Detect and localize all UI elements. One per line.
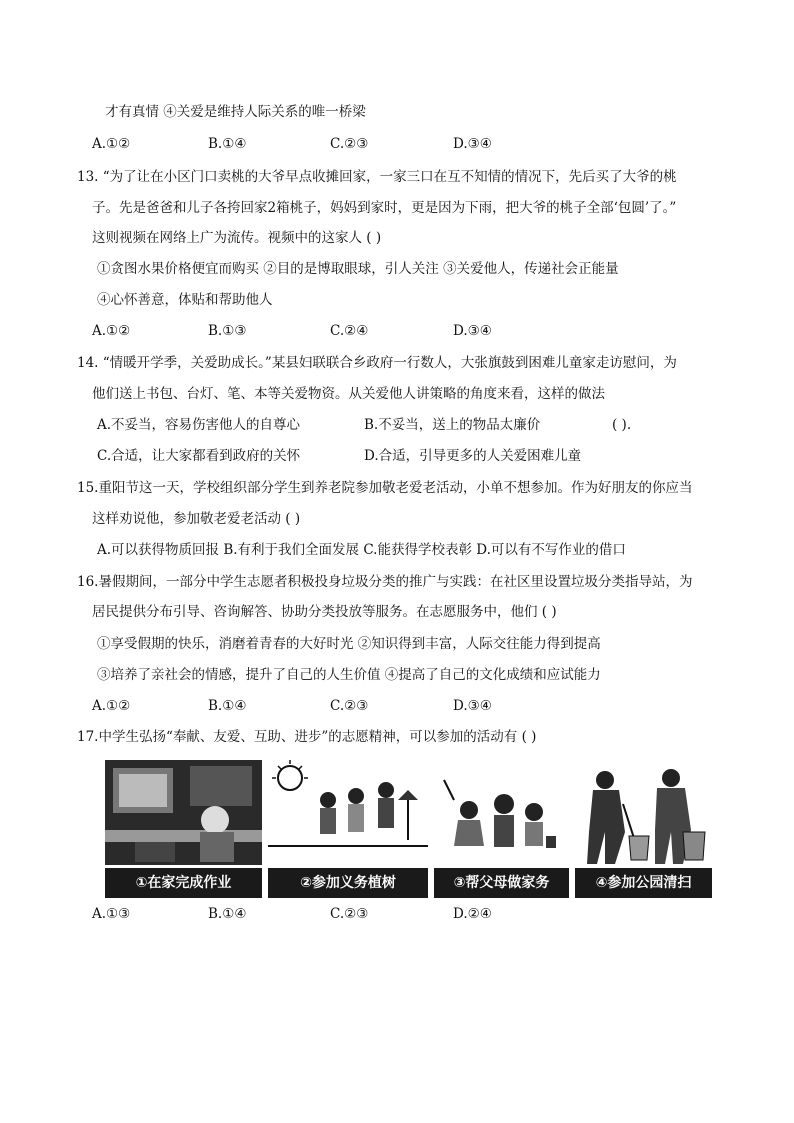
q14-stem-line1: 14. “情暖开学季，关爱助成长。”某县妇联联合乡政府一行数人，大张旗鼓到困难儿童家走访慰问，为 <box>77 355 677 371</box>
panel-housework-caption: ③帮父母做家务 <box>434 865 569 898</box>
panel-housework <box>434 760 569 898</box>
q13-stem-line3: 这则视频在网络上广为流传。视频中的这家人 ( ) <box>92 230 382 246</box>
q15-options: A.可以获得物质回报 B.有利于我们全面发展 C.能获得学校表彰 D.可以有不写作业的借口 <box>97 542 626 558</box>
panel-park-cleaning <box>575 760 712 898</box>
q17-option-d: D.②④ <box>453 906 492 922</box>
q17-option-c: C.②③ <box>330 906 369 922</box>
q16-option-b: B.①④ <box>208 698 247 714</box>
q17-option-a: A.①③ <box>92 906 131 922</box>
q13-option-b: B.①③ <box>208 323 247 339</box>
q12-option-c: C.②③ <box>330 136 369 152</box>
q13-stem-line2: 子。先是爸爸和儿子各挎回家2箱桃子，妈妈到家时，更是因为下雨，把大爷的桃子全部‘包圆’了。” <box>92 200 677 216</box>
panel-homework <box>105 760 262 898</box>
q12-stem-tail: 才有真情 ④关爱是维持人际关系的唯一桥梁 <box>105 104 366 120</box>
q17-stem: 17.中学生弘扬“奉献、友爱、互助、进步”的志愿精神，可以参加的活动有 ( ) <box>77 729 537 745</box>
park-cleaning-illustration <box>575 760 712 868</box>
q16-option-c: C.②③ <box>330 698 369 714</box>
q12-option-b: B.①④ <box>208 136 247 152</box>
q14-option-c: C.合适，让大家都看到政府的关怀 <box>97 448 301 464</box>
panel-tree-planting-caption: ②参加义务植树 <box>268 865 428 898</box>
q13-stem-line1: 13. “为了让在小区门口卖桃的大爷早点收摊回家，一家三口在互不知情的情况下，先后买了大爷的桃 <box>77 169 677 185</box>
q14-option-b: B.不妥当，送上的物品太廉价 <box>364 417 541 433</box>
q13-statements-line2: ④心怀善意，体贴和帮助他人 <box>97 292 273 308</box>
q15-stem-line1: 15.重阳节这一天，学校组织部分学生到养老院参加敬老爱老活动，小单不想参加。作为好朋友的你应当 <box>77 480 693 496</box>
q16-statements-line2: ③培养了亲社会的情感，提升了自己的人生价值 ④提高了自己的文化成绩和应试能力 <box>97 667 601 683</box>
q16-option-a: A.①② <box>92 698 131 714</box>
housework-illustration <box>434 760 569 868</box>
q16-statements-line1: ①享受假期的快乐，消磨着青春的大好时光 ②知识得到丰富，人际交往能力得到提高 <box>97 636 601 652</box>
q14-option-a: A.不妥当，容易伤害他人的自尊心 <box>97 417 301 433</box>
q13-option-a: A.①② <box>92 323 131 339</box>
q16-stem-line2: 居民提供分布引导、咨询解答、协助分类投放等服务。在志愿服务中，他们 ( ) <box>92 604 557 620</box>
q14-option-d: D.合适，引导更多的人关爱困难儿童 <box>364 448 582 464</box>
panel-park-cleaning-caption: ④参加公园清扫 <box>575 865 712 898</box>
q15-stem-line2: 这样劝说他，参加敬老爱老活动 ( ) <box>92 511 301 527</box>
q13-option-c: C.②④ <box>330 323 369 339</box>
q13-statements-line1: ①贪图水果价格便宜而购买 ②目的是博取眼球，引人关注 ③关爱他人，传递社会正能量 <box>97 261 619 277</box>
homework-illustration <box>105 760 262 868</box>
q17-option-b: B.①④ <box>208 906 247 922</box>
q16-stem-line1: 16.暑假期间，一部分中学生志愿者积极投身垃圾分类的推广与实践：在社区里设置垃圾分类指导站，为 <box>77 574 693 590</box>
panel-tree-planting <box>268 760 428 898</box>
q13-option-d: D.③④ <box>453 323 492 339</box>
q12-option-a: A.①② <box>92 136 131 152</box>
q16-option-d: D.③④ <box>453 698 492 714</box>
panel-homework-caption: ①在家完成作业 <box>105 865 262 898</box>
q14-answer-bracket: ( ). <box>612 417 632 433</box>
q14-stem-line2: 他们送上书包、台灯、笔、本等关爱物资。从关爱他人讲策略的角度来看，这样的做法 <box>92 386 605 402</box>
tree-planting-illustration <box>268 760 428 868</box>
q12-option-d: D.③④ <box>453 136 492 152</box>
